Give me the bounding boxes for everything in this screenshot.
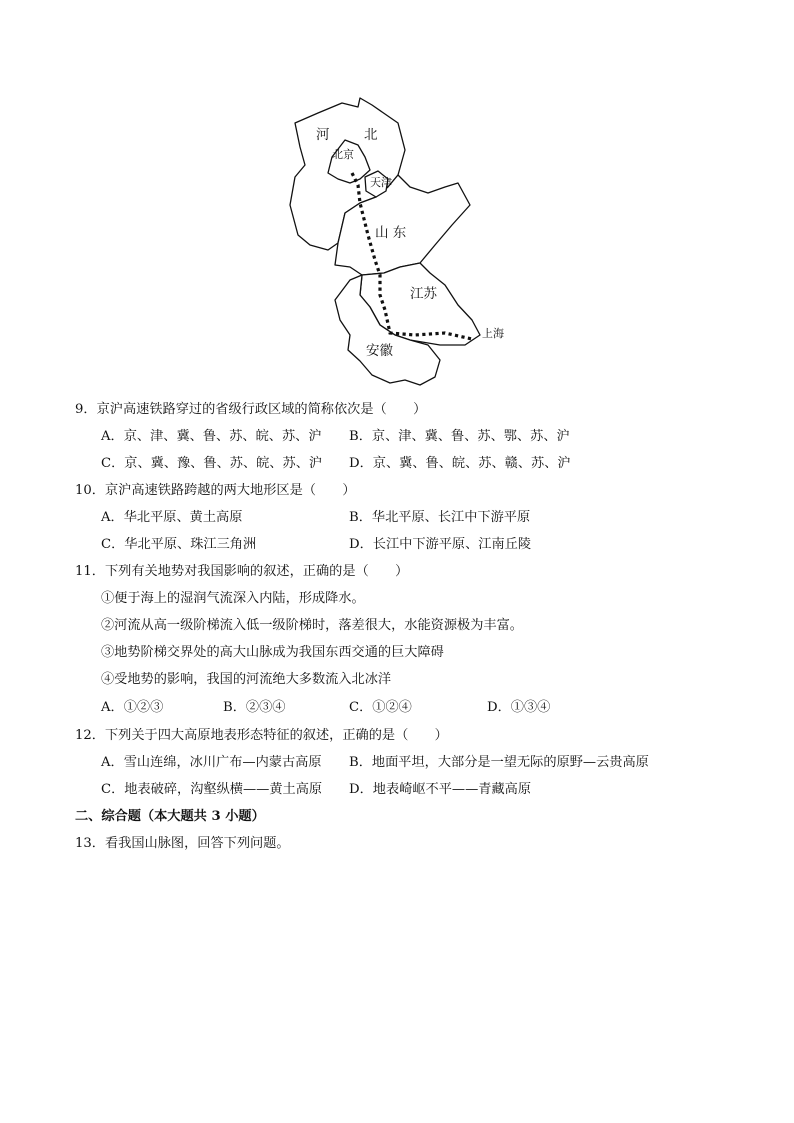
q11-option-a[interactable]: A．①②③ (101, 700, 164, 715)
q9-option-d[interactable]: D．京、冀、鲁、皖、苏、赣、苏、沪 (349, 456, 571, 471)
map-label-jiangsu: 江苏 (410, 286, 437, 302)
map-label-he: 河 (316, 127, 330, 143)
q12-option-a[interactable]: A．雪山连绵，冰川广布—内蒙古高原 (101, 755, 322, 770)
section-2-title: 二、综合题（本大题共 3 小题） (75, 809, 265, 824)
q10-option-c[interactable]: C．华北平原、珠江三角洲 (101, 537, 257, 552)
question-11-stem: 11．下列有关地势对我国影响的叙述，正确的是（ ） (75, 564, 409, 579)
question-12-stem: 12．下列关于四大高原地表形态特征的叙述，正确的是（ ） (75, 728, 448, 743)
q11-statement-1: ①便于海上的湿润气流深入内陆，形成降水。 (101, 591, 365, 606)
q11-option-d[interactable]: D．①③④ (487, 700, 551, 715)
q10-option-b[interactable]: B．华北平原、长江中下游平原 (349, 510, 531, 525)
q11-statement-2: ②河流从高一级阶梯流入低一级阶梯时，落差很大，水能资源极为丰富。 (101, 618, 523, 633)
railway-map (280, 95, 520, 395)
map-label-tianjin: 天津 (370, 176, 392, 189)
question-10-stem: 10．京沪高速铁路跨越的两大地形区是（ ） (75, 483, 356, 498)
map-label-shanghai: 上海 (482, 327, 504, 340)
q12-option-c[interactable]: C．地表破碎，沟壑纵横——黄土高原 (101, 782, 323, 797)
map-label-bei: 北 (364, 127, 378, 143)
question-13-stem: 13．看我国山脉图，回答下列问题。 (75, 836, 290, 851)
q12-option-b[interactable]: B．地面平坦，大部分是一望无际的原野—云贵高原 (349, 755, 649, 770)
q9-option-c[interactable]: C．京、冀、豫、鲁、苏、皖、苏、沪 (101, 456, 323, 471)
q9-option-b[interactable]: B．京、津、冀、鲁、苏、鄂、苏、沪 (349, 429, 570, 444)
map-label-shandong: 山 东 (375, 225, 407, 241)
q11-statement-3: ③地势阶梯交界处的高大山脉成为我国东西交通的巨大障碍 (101, 645, 444, 660)
map-label-anhui: 安徽 (366, 343, 393, 359)
map-label-beijing: 北京 (332, 148, 354, 161)
question-9-stem: 9．京沪高速铁路穿过的省级行政区域的简称依次是（ ） (75, 402, 427, 417)
q11-option-c[interactable]: C．①②④ (349, 700, 412, 715)
q11-statement-4: ④受地势的影响，我国的河流绝大多数流入北冰洋 (101, 672, 392, 687)
q10-option-a[interactable]: A．华北平原、黄土高原 (101, 510, 243, 525)
q9-option-a[interactable]: A．京、津、冀、鲁、苏、皖、苏、沪 (101, 429, 322, 444)
q11-option-b[interactable]: B．②③④ (223, 700, 286, 715)
q12-option-d[interactable]: D．地表崎岖不平——青藏高原 (349, 782, 532, 797)
q10-option-d[interactable]: D．长江中下游平原、江南丘陵 (349, 537, 532, 552)
